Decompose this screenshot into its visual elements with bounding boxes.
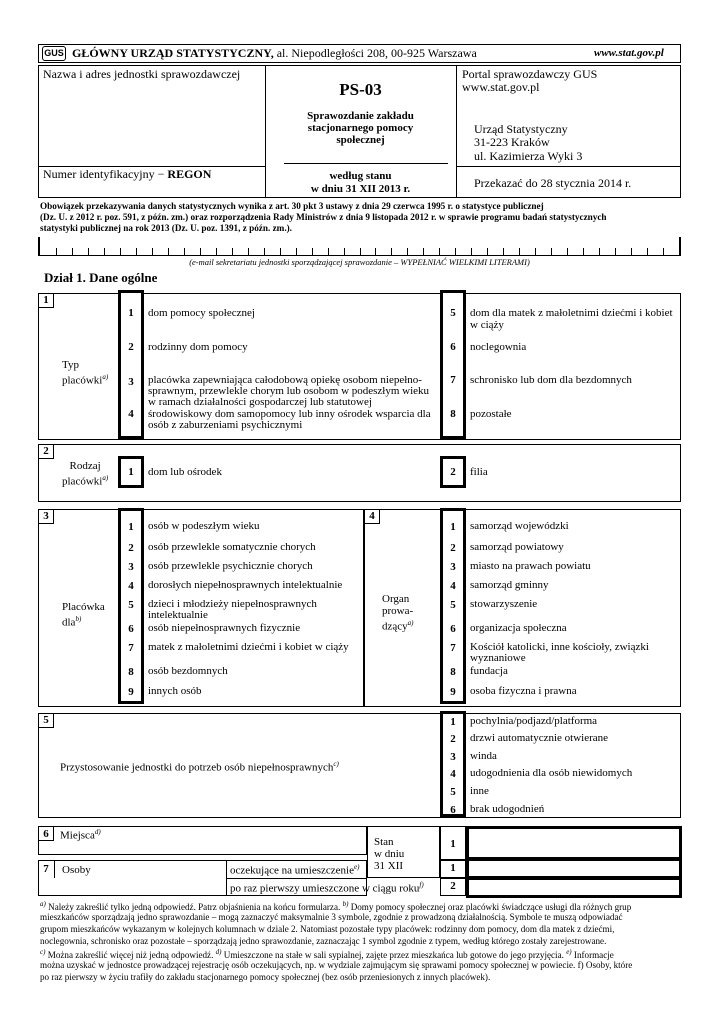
q2-opt1-num: 1 [128,466,134,478]
q5-num: 5 [43,714,49,726]
q1-option-num: 8 [450,408,456,420]
q1-option-label: placówka zapewniająca całodobową opiekę osobom niepełno- [148,374,422,386]
q5-label-text: Przystosowanie jednostki do potrzeb osób niepełnosprawnych [60,761,334,774]
q1-option-label: w ramach działalności gospodarczej lub statutowej [148,396,372,408]
q4-option-num: 3 [450,561,456,573]
regon-input[interactable] [39,180,264,197]
org-address: al. Niepodległości 208, 00-925 Warszawa [276,46,477,60]
form-title-1: Sprawozdanie zakładu [307,110,414,122]
footnote-1: $^{a)}$ Należy zakreślić tylko jedną odpowiedź. Patrz objaśnienia na końcu formularza. $^{b)}$ Domy pomocy społecznej oraz placówki świadczące usługi dla różnych grup [40,900,632,913]
office-1: Urząd Statystyczny [474,122,568,136]
fn-f1b: Domy pomocy społecznej oraz placówki świadczące usługi dla różnych grup [350,902,632,913]
stan-r2: 2 [450,880,456,892]
q3-option-num: 1 [128,521,134,533]
q4-option-num: 7 [450,642,456,654]
q7-row1-text: oczekujące na umieszczenie [230,864,354,877]
q3-num: 3 [43,510,49,522]
q4-option-label: Kościół katolicki, inne kościoły, związki [470,641,649,653]
q2-opt2: filia [470,466,488,478]
q6-label-text: Miejsca [60,829,95,842]
q1-label-2: placówki [62,374,103,387]
q3-option-num: 6 [128,623,134,635]
q6-sup: d) [94,828,101,836]
q1-option-label: osób z zaburzeniami psychicznymi [148,419,303,431]
q1-option-num: 4 [128,408,134,420]
q4-option-label: wyznaniowe [470,652,526,664]
q1-option-label: pozostałe [470,408,512,420]
q1-option-label: środowiskowy dom samopomocy lub inny ośrodek wsparcia dla [148,408,431,420]
q5-label [60,760,339,774]
q7-row1-sup: e) [353,863,360,871]
q4-option-label: organizacja społeczna [470,622,567,634]
footnote-2: mieszkańców sporządzają jedno sprawozdanie – mogą zaznaczyć maksymalnie 3 symbole, zgodnie z prowadzoną działalnością. Symbole te muszą odpowiadać [40,912,623,922]
state-1: według stanu [329,170,392,182]
q7-num: 7 [43,863,49,875]
q1-option-label: noclegownia [470,341,527,353]
q3-label-1: Placówka [62,601,105,613]
q5-option-label: inne [470,785,489,797]
q3-option-label: osób przewlekle psychicznie chorych [148,560,313,572]
stan-l2: w dniu [374,848,405,860]
q4-option-num: 5 [450,599,456,611]
q2-sup: a) [102,474,109,482]
fn-f5b: Umieszczone na stałe w sali sypialnej, zajęte przez mieszkańca lub gotowe do jego przyjęcia. [223,950,564,961]
q5-option-label: pochylnia/podjazd/platforma [470,715,598,727]
footnote-5: $^{c)}$ Można zakreślić więcej niż jedną odpowiedź. $^{d)}$ Umieszczone na stałe w sali sypialnej, zajęte przez mieszkańca lub gotowe do jego przyjęcia. $^{e)}$ Informacje [40,948,614,961]
footnote-4: noclegownia, schronisko oraz pozostałe – sporządzają jedno sprawozdanie, zaznaczając 1 symbol zgodnie z typem, według którego zostały zarejestrowane. [40,936,607,946]
q5-option-label: winda [470,750,497,762]
q1-label-1: Typ [62,359,79,371]
q5-option-num: 1 [450,716,456,728]
q2-opt1: dom lub ośrodek [148,466,222,478]
unit-label: Nazwa i adres jednostki sprawozdawczej [43,67,241,81]
q4-option-num: 6 [450,623,456,635]
q3-option-label: dorosłych niepełnosprawnych intelektualnie [148,579,343,591]
q5-option-label: brak udogodnień [470,803,545,815]
form-title-3: społecznej [336,134,385,146]
q4-num: 4 [369,510,375,522]
q4-option-num: 1 [450,521,456,533]
q4-option-label: miasto na prawach powiatu [470,560,591,572]
form-title-2: stacjonarnego pomocy [307,122,414,134]
q4-sup: a) [407,619,414,627]
q1-option-num: 1 [128,307,134,319]
legal-line-1: Obowiązek przekazywania danych statystycznych wynika z art. 30 pkt 3 ustawy z dnia 29 czerwca 1995 r. o statystyce publicznej [40,201,544,211]
stan-l3: 31 XII [374,860,404,872]
q4-option-num: 2 [450,542,456,554]
state-2: w dniu 31 XII 2013 r. [310,183,411,195]
q7-row2 [230,881,424,895]
q5-option-num: 6 [450,804,456,816]
q1-option-label: sprawnym, przewlekle chorym lub osobom w podeszłym wieku [148,385,430,397]
footnote-7: po raz pierwszy w życiu trafiły do zakładu stacjonarnego pomocy społecznej (bez osób przeniesionych z innych placówek). [40,972,491,982]
q5-option-num: 4 [450,768,456,780]
q4-option-label: stowarzyszenie [470,598,538,610]
org-name: GŁÓWNY URZĄD STATYSTYCZNY, [72,46,274,60]
q3-option-num: 3 [128,561,134,573]
q4-label-1: Organ [382,593,410,605]
q3-sup: b) [75,615,82,623]
footnote-6: można uzyskać w jednostce prowadzącej rejestrację osób oczekujących, np. w wydziale zajmującym się sprawami pomocy społecznej w powiecie. f) Osoby, które [40,960,633,970]
legal-line-3: statystyki publicznej na rok 2013 (Dz. U. poz. 1391, z późn. zm.). [40,223,292,233]
q1-option-label: dom pomocy społecznej [148,307,255,319]
q3-option-num: 9 [128,686,134,698]
portal-2[interactable]: www.stat.gov.pl [462,80,540,94]
q4-option-label: samorząd wojewódzki [470,520,569,532]
q7-row2-sup: f) [419,881,424,889]
q5-option-num: 3 [450,751,456,763]
q6-value-input[interactable] [466,826,682,860]
q7-row1-input[interactable] [466,858,682,879]
stan-col: 1 [450,838,456,850]
q3-option-label: osób niepełnosprawnych fizycznie [148,622,301,634]
gus-logo-icon: GUS [42,46,66,61]
regon: REGON [167,167,212,181]
q4-option-num: 8 [450,666,456,678]
q4-label-2: prowa- [382,605,414,617]
form-code: PS-03 [339,80,382,99]
header-org [72,46,477,61]
q4-option-num: 9 [450,686,456,698]
q4-label [382,593,414,633]
q4-option-label: fundacja [470,665,508,677]
q4-option-num: 4 [450,580,456,592]
q3-option-label: dzieci i młodzieży niepełnosprawnych [148,598,317,610]
fn-f1: Należy zakreślić tylko jedną odpowiedź. Patrz objaśnienia na końcu formularza. [48,902,341,913]
q4-option-label: osoba fizyczna i prawna [470,685,577,697]
q3-option-num: 8 [128,666,134,678]
fn-f5a: Można zakreślić więcej niż jedną odpowiedź. [47,950,214,961]
q5-option-label: udogodnienia dla osób niewidomych [470,767,633,779]
q3-option-label: osób bezdomnych [148,665,228,677]
q3-option-label: osób przewlekle somatycznie chorych [148,541,316,553]
stan-r1: 1 [450,862,456,874]
q3-option-num: 4 [128,580,134,592]
q5-option-label: drzwi automatycznie otwierane [470,732,609,744]
q3-option-num: 5 [128,599,134,611]
q1-option-num: 7 [450,374,456,386]
email-caption: (e-mail sekretariatu jednostki sporządzającej sprawozdanie – WYPEŁNIAĆ WIELKIMI LITERAMI) [189,257,530,267]
stan-l1: Stan [374,836,394,848]
q7-row2-text: po raz pierwszy umieszczone w ciągu roku [230,882,420,895]
section-title: Dział 1. Dane ogólne [44,270,158,285]
deadline: Przekazać do 28 stycznia 2014 r. [474,176,632,190]
q3-option-label: intelektualnie [148,609,208,621]
q1-option-label: rodzinny dom pomocy [148,341,248,353]
q2-num: 2 [43,445,49,457]
office-3: ul. Kazimierza Wyki 3 [474,149,583,163]
q3-option-label: osób w podeszłym wieku [148,520,260,532]
stan-label [374,836,404,872]
regon-prefix: Numer identyfikacyjny − [43,167,168,181]
portal-1: Portal sprawozdawczy GUS [462,67,598,81]
email-char-grid [40,237,683,256]
q2-opt2-num: 2 [450,466,456,478]
office-2: 31-223 Kraków [474,135,550,149]
q1-option-label: schronisko lub dom dla bezdomnych [470,374,632,386]
q1-sup: a) [102,373,109,381]
q1-option-num: 6 [450,341,456,353]
q3-option-num: 7 [128,642,134,654]
email-input[interactable] [38,237,681,256]
q5-option-num: 5 [450,786,456,798]
q6-num: 6 [43,828,49,840]
q5-sup: c) [333,760,339,768]
q1-label [62,359,108,387]
q5-option-num: 2 [450,733,456,745]
q1-option-label: dom dla matek z małoletnimi dziećmi i kobiet [470,307,673,319]
q2-label-1: Rodzaj [69,460,101,472]
q1-option-num: 3 [128,376,134,388]
q3-option-label: matek z małoletnimi dziećmi i kobiet w ciąży [148,641,349,653]
legal-line-2: (Dz. U. z 2012 r. poz. 591, z późn. zm.) oraz rozporządzenia Rady Ministrów z dnia 9 listopada 2012 r. w sprawie programu badań statystycznych [40,212,607,222]
footnote-3: grupom mieszkańców wykazanym w kolejnych kolumnach w dziale 2. Natomiast pozostałe typy placówek: rodzinny dom pomocy, dom dla matek z dziećmi, [40,924,615,934]
q4-option-label: samorząd powiatowy [470,541,564,553]
q2-label [62,460,108,488]
q1-option-num: 5 [450,307,456,319]
fn-f5c: Informacje [573,950,614,961]
q3-option-num: 2 [128,542,134,554]
q7-row2-input[interactable] [466,877,682,898]
q1-option-label: w ciąży [470,319,504,331]
q2-label-2: placówki [62,475,103,488]
q4-option-label: samorząd gminny [470,579,549,591]
header-website[interactable]: www.stat.gov.pl [594,47,664,59]
q3-option-label: innych osób [148,685,202,697]
q3-label-2: dla [62,616,76,629]
q1-num: 1 [43,294,49,306]
q1-option-num: 2 [128,341,134,353]
q3-label [62,601,105,629]
q6-label [60,828,101,842]
q4-label-3: dzący [382,620,408,633]
q7-row1 [230,863,359,877]
q7-label: Osoby [62,864,91,876]
